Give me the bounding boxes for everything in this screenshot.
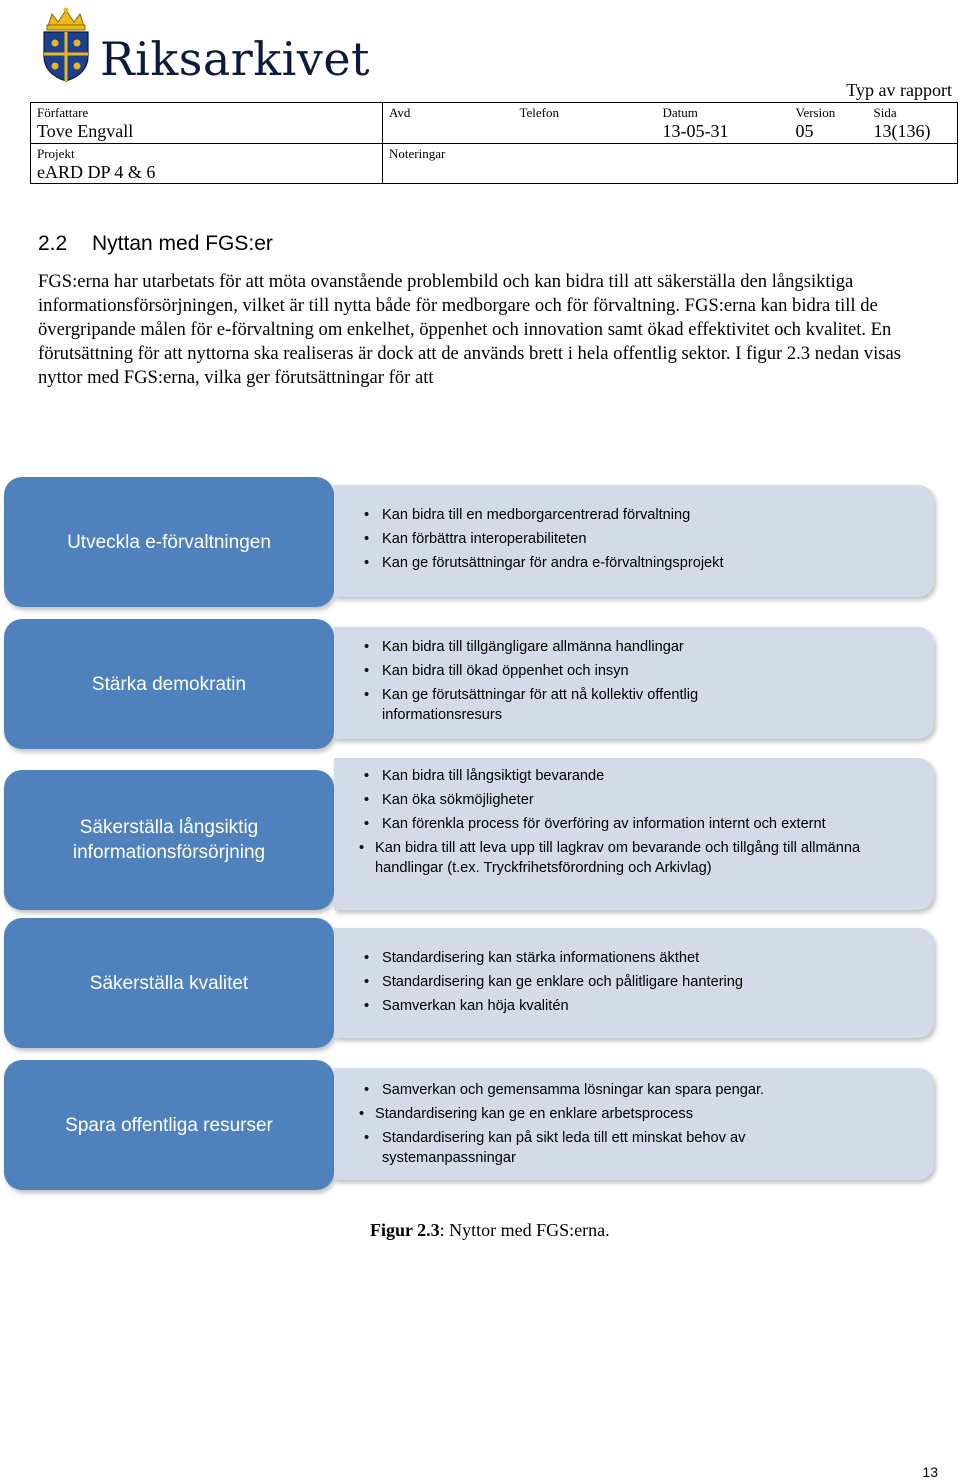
- brand-name: Riksarkivet: [100, 32, 371, 86]
- list-item: • Standardisering kan ge enklare och pålitligare hantering: [362, 972, 920, 992]
- list-item: • Samverkan kan höja kvalitén: [362, 996, 920, 1016]
- date-label: Datum: [662, 105, 698, 120]
- list-item: • Standardisering kan stärka informationens äkthet: [362, 948, 920, 968]
- document-metadata-table: [30, 102, 958, 184]
- project-label: Projekt: [37, 146, 75, 161]
- list-item: • Standardisering kan på sikt leda till ett minskat behov av systemanpassningar: [362, 1128, 780, 1168]
- row-items-box: [334, 1068, 934, 1180]
- riksarkivet-logo: [38, 6, 371, 86]
- author-value: Tove Engvall: [37, 121, 134, 141]
- row-title: Säkerställa långsiktig informationsförsörjning: [4, 770, 334, 910]
- row-items-list: [362, 505, 920, 577]
- notes-cell: [383, 144, 958, 184]
- section-number: 2.2: [38, 232, 68, 255]
- figure-caption: [370, 1220, 610, 1241]
- diagram-row: [4, 1060, 934, 1190]
- row-items-box: [334, 485, 934, 597]
- version-value: 05: [795, 121, 814, 141]
- list-item: • Kan bidra till tillgängligare allmänna handlingar: [362, 637, 920, 657]
- list-item: • Kan förenkla process för överföring av information internt och externt: [362, 814, 860, 834]
- notes-label: Noteringar: [389, 146, 446, 161]
- project-value: eARD DP 4 & 6: [37, 162, 156, 182]
- list-item: • Standardisering kan ge en enklare arbetsprocess: [362, 1104, 920, 1124]
- row-title: Säkerställa kvalitet: [4, 918, 334, 1048]
- page-number: 13: [922, 1464, 938, 1480]
- list-item: • Kan ge förutsättningar för andra e-förvaltningsprojekt: [362, 553, 920, 573]
- figure-caption-text: : Nyttor med FGS:erna.: [439, 1220, 610, 1240]
- list-item: • Kan ge förutsättningar för att nå kollektiv offentlig informationsresurs: [362, 685, 770, 725]
- author-cell: [31, 103, 383, 144]
- row-items-box: [334, 627, 934, 739]
- crest-icon: [38, 6, 94, 82]
- list-item: • Kan bidra till att leva upp till lagkrav om bevarande och tillgång till allmänna handlingar (t.ex. Tryckfrihetsförordning och Arkivlag): [362, 838, 880, 878]
- version-cell: [790, 103, 868, 144]
- project-cell: [31, 144, 383, 184]
- author-label: Författare: [37, 105, 89, 120]
- row-items-box: [334, 758, 934, 910]
- page-label: Sida: [873, 105, 897, 120]
- diagram-row: [4, 619, 934, 749]
- diagram-row: [4, 477, 934, 607]
- row-title: Spara offentliga resurser: [4, 1060, 334, 1190]
- list-item: • Kan öka sökmöjligheter: [362, 790, 920, 810]
- row-items-list: [362, 1080, 920, 1172]
- diagram-row: [4, 770, 934, 910]
- dept-label: Avd: [389, 105, 411, 120]
- section-title: Nyttan med FGS:er: [92, 232, 273, 255]
- list-item: • Kan bidra till långsiktigt bevarande: [362, 766, 920, 786]
- date-cell: [657, 103, 790, 144]
- row-title: Utveckla e-förvaltningen: [4, 477, 334, 607]
- list-item: • Kan bidra till en medborgarcentrerad förvaltning: [362, 505, 920, 525]
- row-items-list: [362, 766, 920, 882]
- figure-label: Figur 2.3: [370, 1220, 440, 1240]
- row-items-list: [362, 948, 920, 1020]
- body-paragraph: FGS:erna har utarbetats för att möta ovanstående problembild och kan bidra till att säkerställa den långsiktiga informationsförsörjningen, vilket är till nytta både för medborgare och för förvaltning. FGS:erna kan bidra till de övergripande målen för e-förvaltning om enkelhet, öppenhet och innovation samt ökad effektivitet och kvalitet. En förutsättning för att nyttorna ska realiseras är dock att de används brett i hela offentlig sektor. I figur 2.3 nedan visas nyttor med FGS:erna, vilka ger förutsättningar för att: [38, 271, 901, 388]
- diagram-row: [4, 918, 934, 1048]
- dept-cell: [383, 103, 514, 144]
- version-label: Version: [795, 105, 836, 120]
- page-value: 13(136): [873, 121, 931, 141]
- row-items-list: [362, 637, 920, 729]
- row-title: Stärka demokratin: [4, 619, 334, 749]
- report-type: Typ av rapport: [846, 80, 952, 100]
- phone-cell: [514, 103, 657, 144]
- row-items-box: [334, 928, 934, 1038]
- date-value: 13-05-31: [662, 121, 729, 141]
- phone-label: Telefon: [519, 105, 560, 120]
- list-item: • Kan bidra till ökad öppenhet och insyn: [362, 661, 920, 681]
- list-item: • Samverkan och gemensamma lösningar kan spara pengar.: [362, 1080, 920, 1100]
- list-item: • Kan förbättra interoperabiliteten: [362, 529, 920, 549]
- page-cell: [868, 103, 958, 144]
